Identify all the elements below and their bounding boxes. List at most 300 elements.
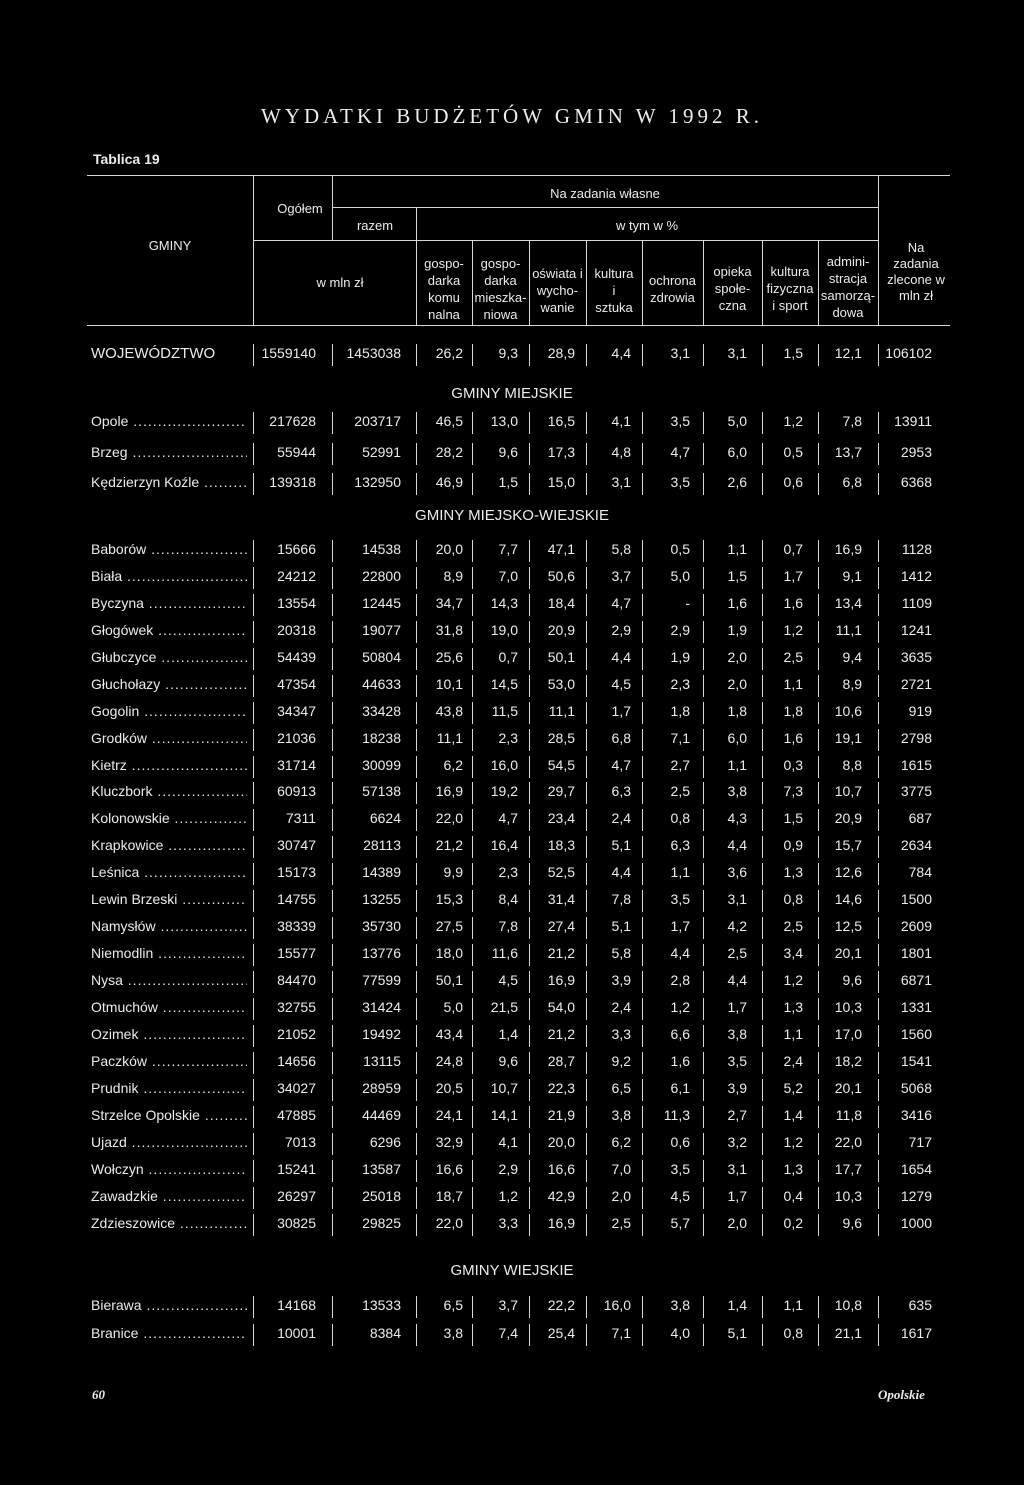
cell-value: 11,8	[835, 1107, 862, 1123]
column-separator	[416, 917, 417, 939]
cell-value: 26,2	[435, 345, 463, 361]
column-separator	[416, 809, 417, 831]
cell-value: 21,2	[547, 1026, 575, 1042]
cell-value: 4,4	[611, 649, 631, 665]
column-separator	[253, 756, 254, 778]
column-separator	[762, 729, 763, 751]
column-separator	[762, 648, 763, 670]
column-separator	[818, 540, 819, 562]
column-separator	[642, 344, 643, 366]
column-separator	[332, 1187, 333, 1209]
cell-value: 132950	[354, 474, 401, 490]
column-separator	[818, 782, 819, 804]
column-separator	[332, 540, 333, 562]
header-col-8-line: admini-	[826, 254, 870, 269]
cell-value: 10001	[277, 1325, 316, 1341]
cell-value: 5,1	[611, 918, 631, 934]
column-separator	[332, 594, 333, 616]
column-separator	[472, 1106, 473, 1128]
column-separator	[818, 344, 819, 366]
cell-value: 9,3	[498, 345, 518, 361]
cell-value: 3,8	[727, 783, 747, 799]
cell-value: 3,4	[783, 945, 803, 961]
cell-value: 5,1	[611, 837, 631, 853]
cell-value: 14,3	[490, 595, 518, 611]
column-separator	[472, 836, 473, 858]
cell-value: 0,8	[783, 1325, 803, 1341]
cell-value: 9,6	[842, 972, 862, 988]
column-separator	[332, 412, 333, 434]
table-row	[0, 945, 1024, 965]
cell-value: 4,4	[611, 864, 631, 880]
cell-value: 3,1	[727, 1161, 747, 1177]
cell-value: 0,3	[783, 757, 803, 773]
column-separator	[586, 675, 587, 697]
header-zlecone-line: zadania	[893, 256, 939, 271]
cell-value: 19,0	[490, 622, 518, 638]
column-separator	[586, 1052, 587, 1074]
cell-value: 38339	[277, 918, 316, 934]
column-separator	[818, 1296, 819, 1318]
cell-value: 13,4	[834, 595, 862, 611]
cell-value: 52991	[362, 444, 401, 460]
column-separator	[253, 971, 254, 993]
cell-value: 24212	[277, 568, 316, 584]
column-separator	[253, 594, 254, 616]
column-separator	[472, 1324, 473, 1346]
column-separator	[878, 702, 879, 724]
cell-value: 5,2	[783, 1080, 803, 1096]
cell-value: 21,2	[547, 945, 575, 961]
column-separator	[253, 1214, 254, 1236]
cell-value: 16,0	[603, 1297, 631, 1313]
column-separator	[253, 1052, 254, 1074]
header-col-6-line: opieka	[713, 264, 752, 279]
column-separator	[878, 648, 879, 670]
column-separator	[642, 675, 643, 697]
header-col-8-line: stracja	[828, 271, 868, 286]
cell-value: 717	[908, 1134, 932, 1150]
cell-value: 54,5	[547, 757, 575, 773]
cell-value: 29825	[362, 1215, 401, 1231]
cell-value: 2,0	[727, 1215, 747, 1231]
cell-value: 5,8	[611, 945, 631, 961]
column-separator	[818, 917, 819, 939]
cell-value: 6,6	[670, 1026, 690, 1042]
column-separator	[762, 1296, 763, 1318]
column-separator	[253, 863, 254, 885]
cell-value: 7,3	[783, 783, 803, 799]
column-separator	[878, 809, 879, 831]
cell-value: 4,2	[727, 918, 747, 934]
cell-value: 4,5	[498, 972, 518, 988]
cell-value: 1,6	[783, 595, 803, 611]
column-separator	[253, 809, 254, 831]
column-separator	[762, 890, 763, 912]
column-separator	[642, 443, 643, 465]
column-separator	[472, 443, 473, 465]
cell-value: 20,0	[547, 1134, 575, 1150]
cell-value: 16,9	[547, 972, 575, 988]
column-separator	[416, 1052, 417, 1074]
cell-value: 20,5	[435, 1080, 463, 1096]
header-col-2-line: niowa	[483, 307, 518, 322]
column-separator	[762, 1160, 763, 1182]
cell-value: 5,0	[443, 999, 463, 1015]
column-separator	[642, 621, 643, 643]
row-name: Byczyna .....	[91, 595, 247, 611]
column-separator	[703, 412, 704, 434]
table-row	[0, 595, 1024, 615]
cell-value: 21,5	[490, 999, 518, 1015]
column-separator	[472, 648, 473, 670]
cell-value: 32755	[277, 999, 316, 1015]
column-separator	[529, 1160, 530, 1182]
column-separator	[529, 621, 530, 643]
column-separator	[416, 729, 417, 751]
cell-value: 15,3	[435, 891, 463, 907]
cell-value: 1,5	[498, 474, 518, 490]
cell-value: 0,5	[783, 444, 803, 460]
column-separator	[416, 1079, 417, 1101]
cell-value: 1109	[901, 595, 932, 611]
cell-value: 1,1	[670, 864, 690, 880]
column-separator	[332, 1214, 333, 1236]
cell-value: 3,2	[727, 1134, 747, 1150]
cell-value: 29,7	[547, 783, 575, 799]
cell-value: 52,5	[547, 864, 575, 880]
column-separator	[586, 540, 587, 562]
column-separator	[472, 594, 473, 616]
cell-value: 2,5	[727, 945, 747, 961]
cell-value: 43,8	[435, 703, 463, 719]
table-row	[0, 1161, 1024, 1181]
column-separator	[762, 702, 763, 724]
column-separator	[472, 944, 473, 966]
column-separator	[642, 756, 643, 778]
column-separator	[332, 1324, 333, 1346]
cell-value: 46,9	[435, 474, 463, 490]
column-separator	[416, 594, 417, 616]
column-separator	[416, 1133, 417, 1155]
column-separator	[762, 412, 763, 434]
cell-value: 4,4	[727, 972, 747, 988]
cell-value: 4,5	[670, 1188, 690, 1204]
column-separator	[878, 540, 879, 562]
cell-value: 2,4	[611, 999, 631, 1015]
row-name: Baborów .....	[91, 541, 247, 557]
column-separator	[416, 702, 417, 724]
column-separator	[472, 1214, 473, 1236]
cell-value: 3416	[900, 1107, 932, 1123]
header-col-3-line: oświata i	[532, 266, 583, 281]
cell-value: 13,7	[834, 444, 862, 460]
cell-value: 13533	[362, 1297, 401, 1313]
column-separator	[416, 971, 417, 993]
cell-value: 3,1	[611, 474, 631, 490]
header-gminy: GMINY	[148, 238, 192, 253]
cell-value: 4,7	[611, 757, 631, 773]
column-separator	[642, 648, 643, 670]
cell-value: 2721	[900, 676, 932, 692]
cell-value: 18,7	[435, 1188, 463, 1204]
cell-value: 3,5	[670, 1161, 690, 1177]
table-row	[0, 474, 1024, 494]
row-name: Głuchołazy .....	[91, 676, 247, 692]
column-separator	[332, 473, 333, 495]
cell-value: 11,6	[491, 945, 518, 961]
cell-value: 24,1	[435, 1107, 463, 1123]
cell-value: 1279	[900, 1188, 932, 1204]
cell-value: 3,9	[611, 972, 631, 988]
column-separator	[529, 1187, 530, 1209]
row-name: Niemodlin .....	[91, 945, 247, 961]
column-separator	[703, 729, 704, 751]
column-separator	[642, 473, 643, 495]
cell-value: 18238	[362, 730, 401, 746]
table-row	[0, 1188, 1024, 1208]
cell-value: 2,9	[670, 622, 690, 638]
column-separator	[762, 1025, 763, 1047]
header-zlecone-line: Na	[907, 240, 925, 255]
column-separator	[878, 944, 879, 966]
column-separator	[878, 473, 879, 495]
column-separator	[878, 1324, 879, 1346]
column-separator	[332, 567, 333, 589]
cell-value: 14389	[362, 864, 401, 880]
cell-value: 16,9	[834, 541, 862, 557]
column-separator	[416, 540, 417, 562]
header-col-1-line: nalna	[428, 307, 460, 322]
column-separator	[818, 1052, 819, 1074]
cell-value: 1,7	[727, 1188, 747, 1204]
cell-value: 10,8	[834, 1297, 862, 1313]
column-separator	[642, 1214, 643, 1236]
column-separator	[416, 344, 417, 366]
column-separator	[703, 1160, 704, 1182]
column-separator	[586, 890, 587, 912]
column-separator	[332, 863, 333, 885]
cell-value: 1331	[900, 999, 932, 1015]
cell-value: 6,1	[670, 1080, 690, 1096]
cell-value: 6,0	[727, 730, 747, 746]
cell-value: 1,2	[783, 1134, 803, 1150]
cell-value: 17,7	[834, 1161, 862, 1177]
cell-value: 15241	[277, 1161, 316, 1177]
column-separator	[878, 567, 879, 589]
cell-value: 8,9	[842, 676, 862, 692]
header-col-8-line: dowa	[832, 305, 864, 320]
column-separator	[529, 540, 530, 562]
cell-value: 10,7	[490, 1080, 518, 1096]
cell-value: 14,5	[490, 676, 518, 692]
column-separator	[878, 890, 879, 912]
column-separator	[529, 729, 530, 751]
column-separator	[818, 702, 819, 724]
cell-value: 6,5	[443, 1297, 463, 1313]
cell-value: 47354	[277, 676, 316, 692]
column-separator	[332, 648, 333, 670]
column-separator	[472, 344, 473, 366]
cell-value: 31424	[362, 999, 401, 1015]
column-separator	[332, 1052, 333, 1074]
column-separator	[818, 836, 819, 858]
cell-value: 10,1	[435, 676, 463, 692]
column-separator	[529, 1324, 530, 1346]
cell-value: 1000	[900, 1215, 932, 1231]
header-bottom-rule	[87, 325, 950, 326]
column-separator	[818, 1025, 819, 1047]
column-separator	[762, 971, 763, 993]
column-separator	[416, 648, 417, 670]
column-separator	[332, 1106, 333, 1128]
section-title: GMINY MIEJSKO-WIEJSKIE	[415, 507, 609, 524]
cell-value: 33428	[362, 703, 401, 719]
cell-value: 22,0	[834, 1134, 862, 1150]
cell-value: 6871	[900, 972, 932, 988]
table-row	[0, 413, 1024, 433]
cell-value: 0,6	[783, 474, 803, 490]
column-separator	[253, 675, 254, 697]
cell-value: 20,1	[834, 945, 862, 961]
cell-value: 11,3	[663, 1107, 690, 1123]
column-separator	[642, 412, 643, 434]
cell-value: 9,6	[498, 444, 518, 460]
column-separator	[703, 1052, 704, 1074]
cell-value: 4,1	[611, 413, 631, 429]
cell-value: 2,9	[611, 622, 631, 638]
column-separator	[878, 344, 879, 366]
cell-value: 1617	[900, 1325, 932, 1341]
column-separator	[472, 729, 473, 751]
column-separator	[253, 1106, 254, 1128]
row-name: Leśnica .....	[91, 864, 247, 880]
cell-value: 25,6	[435, 649, 463, 665]
column-separator	[472, 1187, 473, 1209]
cell-value: 28113	[363, 837, 401, 853]
table-row	[0, 972, 1024, 992]
cell-value: 13587	[362, 1161, 401, 1177]
column-separator	[586, 729, 587, 751]
cell-value: 22,3	[547, 1080, 575, 1096]
cell-value: 1,8	[727, 703, 747, 719]
column-separator	[332, 1160, 333, 1182]
cell-value: 19,2	[490, 783, 518, 799]
column-separator	[472, 1079, 473, 1101]
column-separator	[586, 621, 587, 643]
column-separator	[529, 594, 530, 616]
header-sep	[878, 176, 879, 325]
cell-value: 106102	[885, 345, 932, 361]
cell-value: 217628	[269, 413, 316, 429]
cell-value: 2,3	[498, 730, 518, 746]
cell-value: 16,5	[547, 413, 575, 429]
column-separator	[472, 971, 473, 993]
cell-value: 1559140	[261, 345, 316, 361]
header-col-1-line: darka	[427, 273, 461, 288]
cell-value: 13776	[362, 945, 401, 961]
row-name: Nysa .....	[91, 972, 247, 988]
column-separator	[253, 648, 254, 670]
column-separator	[818, 1324, 819, 1346]
cell-value: 55944	[277, 444, 316, 460]
column-separator	[762, 594, 763, 616]
column-separator	[253, 917, 254, 939]
table-row	[0, 918, 1024, 938]
cell-value: 0,2	[783, 1215, 803, 1231]
column-separator	[253, 944, 254, 966]
column-separator	[472, 998, 473, 1020]
column-separator	[416, 1296, 417, 1318]
column-separator	[762, 443, 763, 465]
cell-value: 1,7	[670, 918, 690, 934]
column-separator	[818, 1106, 819, 1128]
column-separator	[332, 836, 333, 858]
cell-value: 1,7	[727, 999, 747, 1015]
cell-value: 1,4	[498, 1026, 518, 1042]
cell-value: 0,6	[670, 1134, 690, 1150]
column-separator	[416, 1160, 417, 1182]
row-name: Kluczbork .....	[91, 783, 247, 799]
header-zadania-wlasne: Na zadania własne	[550, 186, 660, 201]
cell-value: 1128	[901, 541, 932, 557]
column-separator	[878, 836, 879, 858]
column-separator	[762, 473, 763, 495]
header-col-3-line: wanie	[540, 300, 575, 315]
cell-value: 6,8	[611, 730, 631, 746]
cell-value: 50,1	[435, 972, 463, 988]
column-separator	[642, 836, 643, 858]
header-zlecone-line: zlecone w	[887, 272, 945, 287]
cell-value: 9,6	[842, 1215, 862, 1231]
cell-value: 9,6	[498, 1053, 518, 1069]
column-separator	[703, 836, 704, 858]
column-separator	[818, 443, 819, 465]
column-separator	[416, 1214, 417, 1236]
cell-value: 1,8	[783, 703, 803, 719]
column-separator	[586, 702, 587, 724]
cell-value: 7,8	[611, 891, 631, 907]
column-separator	[416, 412, 417, 434]
column-separator	[529, 1133, 530, 1155]
column-separator	[472, 756, 473, 778]
column-separator	[762, 621, 763, 643]
cell-value: 15666	[277, 541, 316, 557]
table-row	[0, 1134, 1024, 1154]
column-separator	[586, 1106, 587, 1128]
column-separator	[878, 1160, 879, 1182]
cell-value: 6,2	[611, 1134, 631, 1150]
row-name: Bierawa .....	[91, 1297, 247, 1313]
cell-value: 3635	[900, 649, 932, 665]
column-separator	[642, 1296, 643, 1318]
column-separator	[472, 917, 473, 939]
cell-value: 35730	[362, 918, 401, 934]
cell-value: 4,4	[670, 945, 690, 961]
header-w-tym: w tym w %	[615, 218, 679, 233]
column-separator	[332, 998, 333, 1020]
column-separator	[818, 756, 819, 778]
column-separator	[472, 1160, 473, 1182]
column-separator	[878, 863, 879, 885]
table-row	[0, 444, 1024, 464]
cell-value: 3,8	[727, 1026, 747, 1042]
table-row	[0, 1080, 1024, 1100]
column-separator	[878, 1079, 879, 1101]
cell-value: 1,6	[670, 1053, 690, 1069]
cell-value: 8384	[369, 1325, 401, 1341]
cell-value: 24,8	[435, 1053, 463, 1069]
